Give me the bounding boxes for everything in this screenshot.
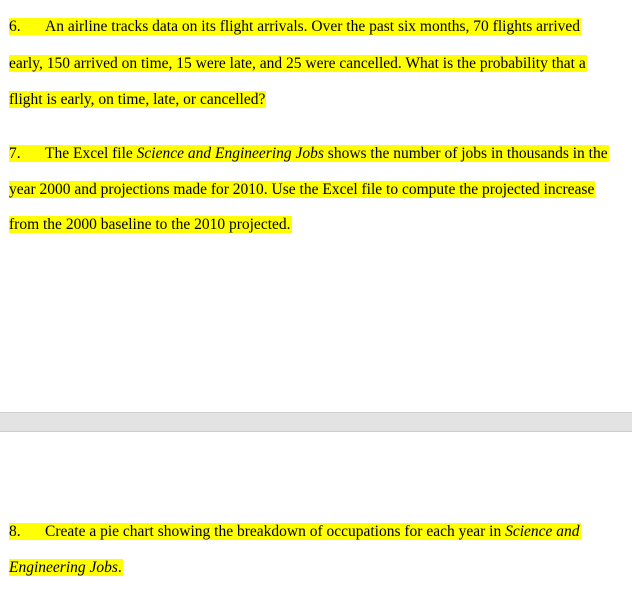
q7-line-3-text: from the 2000 baseline to the 2010 projected.: [9, 216, 291, 233]
q6-line-1-text: An airline tracks data on its flight arrivals. Over the past six months, 70 flights arrived: [45, 18, 581, 35]
q8-file-name-part-1: Science and: [505, 523, 580, 540]
page-break: [0, 412, 632, 432]
q7-text-highlight: [9, 145, 609, 162]
q7-file-name: Science and Engineering Jobs: [136, 145, 324, 162]
q7-line-2: [9, 180, 595, 200]
q7-number: 7.: [9, 145, 21, 162]
q8-line-2: [9, 558, 123, 578]
q7-line-3: [9, 215, 292, 235]
q6-line-1: [9, 17, 581, 37]
q7-line-1-post: shows the number of jobs in thousands in the: [323, 145, 608, 162]
q8-file-name-part-2: Engineering Jobs: [9, 559, 118, 576]
q6-text-highlight: [9, 18, 581, 35]
q8-line-1: [9, 522, 581, 542]
document-page-2: [0, 432, 632, 601]
q7-line-2-text: year 2000 and projections made for 2010. Use the Excel file to compute the projected increase: [9, 181, 595, 198]
q8-line-1-pre: Create a pie chart showing the breakdown of occupations for each year in: [45, 523, 506, 540]
q8-text-highlight: [9, 523, 581, 540]
q8-number: 8.: [9, 523, 21, 540]
q8-line-2-post: .: [117, 559, 122, 576]
q8-line-2-highlight: [9, 559, 123, 576]
q7-line-1-pre: The Excel file: [45, 145, 137, 162]
q6-line-3: [9, 90, 266, 110]
q6-number: 6.: [9, 18, 21, 35]
q6-line-2: [9, 54, 587, 74]
q7-line-1: [9, 144, 609, 164]
q6-line-2-text: early, 150 arrived on time, 15 were late, and 25 were cancelled. What is the probability that a: [9, 55, 586, 72]
q6-line-3-text: flight is early, on time, late, or cancelled?: [9, 91, 266, 108]
